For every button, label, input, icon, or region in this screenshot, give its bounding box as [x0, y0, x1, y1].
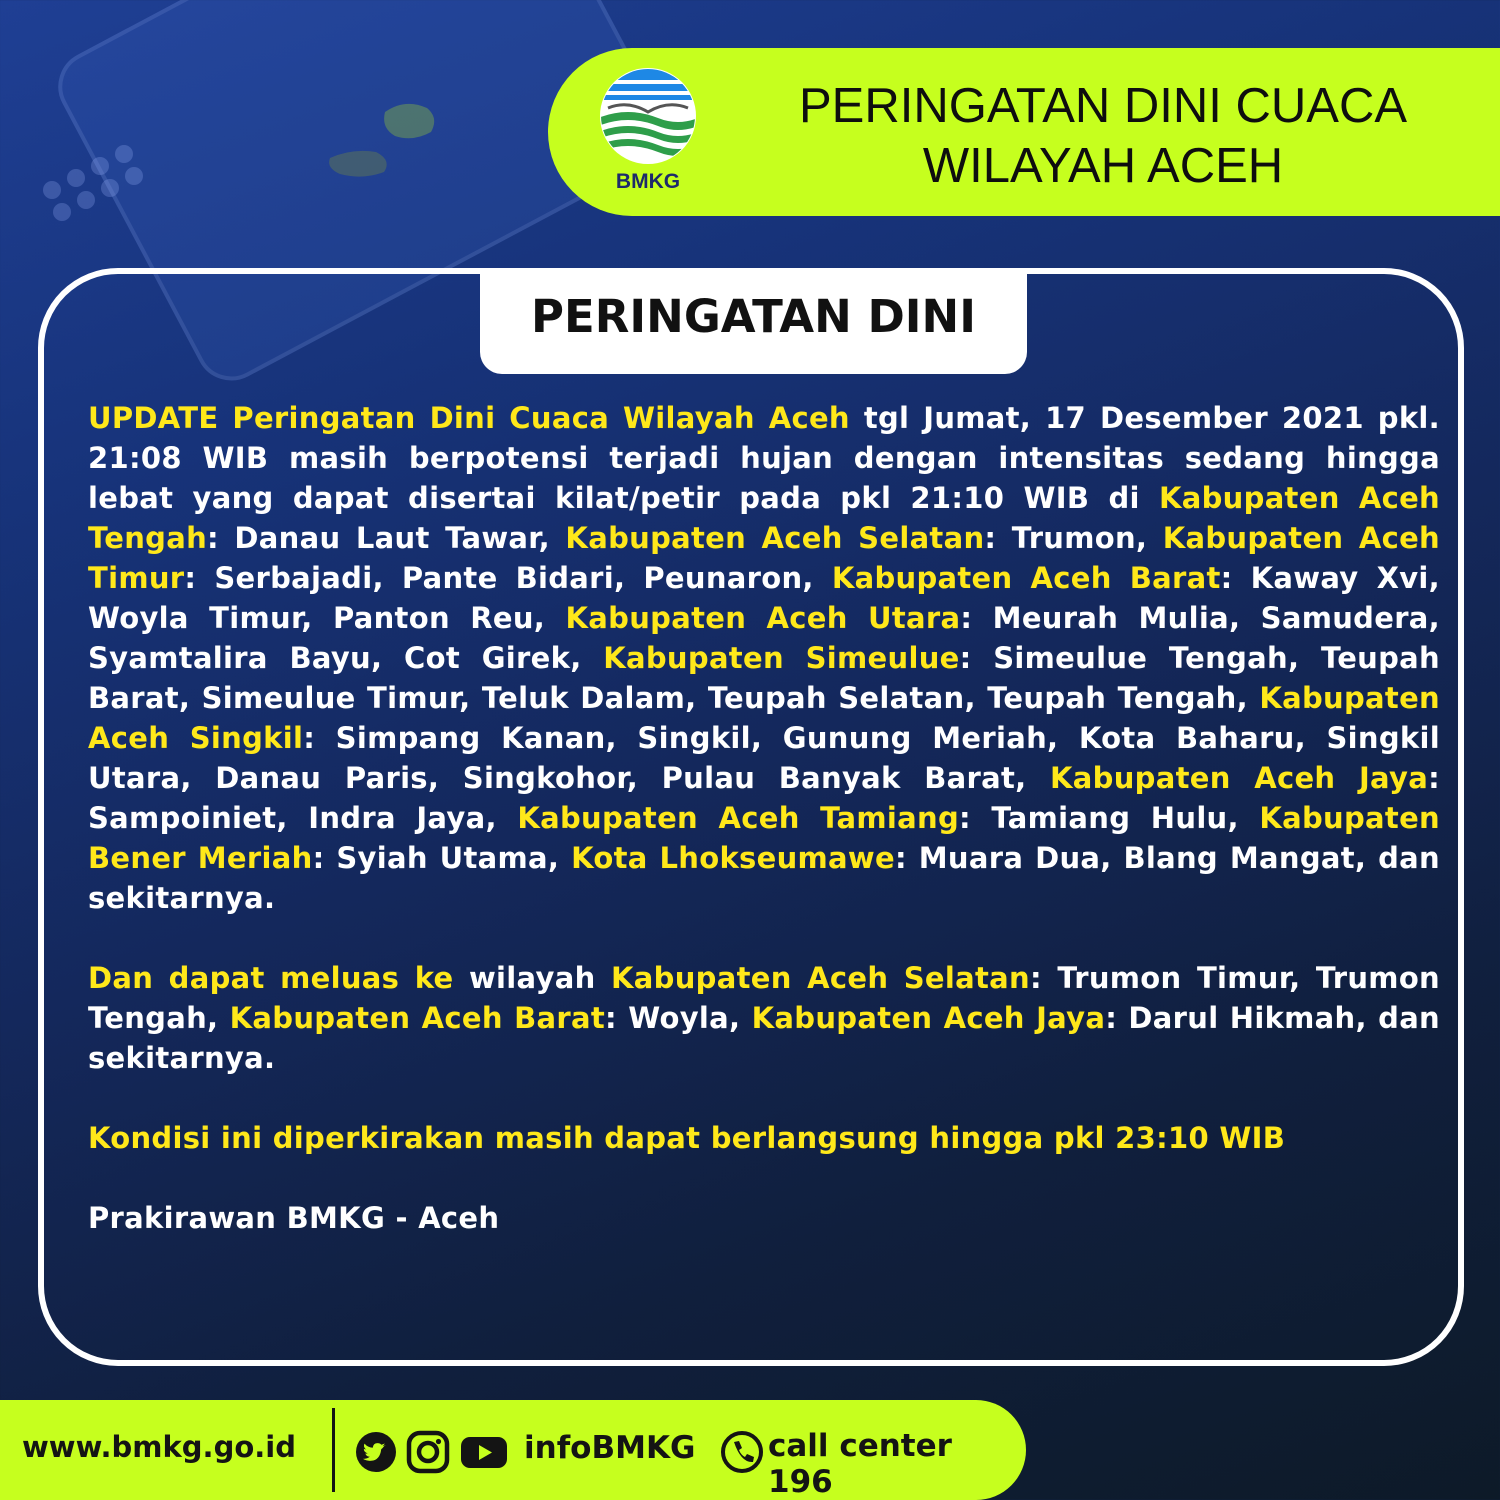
page-title-line1: PERINGATAN DINI CUACA [798, 79, 1408, 133]
social-handle[interactable]: infoBMKG [524, 1430, 696, 1466]
region-name: Kabupaten Aceh Jaya [1050, 761, 1429, 795]
region-name: Kabupaten Aceh Tamiang [517, 801, 960, 835]
footer-bar [0, 1400, 1026, 1500]
bulletin-text: : Simeulue Tengah, Teupah Barat, Simeulue Timur, Teluk Dalam, Teupah Selatan, Teupah Tengah, [88, 641, 1440, 715]
twitter-icon[interactable] [354, 1430, 398, 1474]
bulletin-text: : Simpang Kanan, Singkil, Gunung Meriah, Kota Baharu, Singkil Utara, Danau Paris, Singkohor, Pulau Banyak Barat, [88, 721, 1440, 795]
bulletin-text: : Meurah Mulia, Samudera, Syamtalira Bayu, Cot Girek, [88, 601, 1440, 675]
region-name: UPDATE Peringatan Dini Cuaca Wilayah Aceh [88, 401, 850, 435]
region-name: Kota Lhokseumawe [571, 841, 895, 875]
bulletin-text: : Syiah Utama, [312, 841, 572, 875]
region-name: Kabupaten Aceh Selatan [611, 961, 1030, 995]
youtube-icon[interactable] [460, 1430, 508, 1474]
phone-icon [720, 1430, 764, 1474]
website-link[interactable]: www.bmkg.go.id [22, 1430, 296, 1464]
region-name: Kabupaten Aceh Barat [229, 1001, 605, 1035]
bulletin-text: : Trumon Timur, Trumon Tengah, [88, 961, 1440, 1035]
region-name: Kabupaten Aceh Timur [88, 521, 1440, 595]
panel-tab-title: PERINGATAN DINI [480, 270, 1027, 374]
bulletin-paragraph-spread [88, 958, 1440, 1078]
region-name: Dan dapat meluas ke [88, 961, 454, 995]
bmkg-logo-icon [598, 66, 698, 170]
region-name: Kabupaten Aceh Utara [565, 601, 961, 635]
bulletin-text: : Kaway Xvi, Woyla Timur, Panton Reu, [88, 561, 1440, 635]
region-name: Kabupaten Aceh Jaya [751, 1001, 1106, 1035]
call-center[interactable]: call center 196 [768, 1428, 952, 1500]
bmkg-logo [598, 66, 698, 196]
region-name: Kabupaten Aceh Selatan [565, 521, 985, 555]
region-name: Kabupaten Aceh Singkil [88, 681, 1440, 755]
bulletin-text: : Woyla, [605, 1001, 752, 1035]
bulletin-text: : Muara Dua, Blang Mangat, dan sekitarnya. [88, 841, 1440, 915]
page-title [748, 76, 1458, 196]
bulletin-text: : Tamiang Hulu, [959, 801, 1260, 835]
bulletin-text: : Serbajadi, Pante Bidari, Peunaron, [184, 561, 832, 595]
region-name: Kabupaten Bener Meriah [88, 801, 1440, 875]
region-name: Kabupaten Aceh Tengah [88, 481, 1441, 555]
bulletin-text: tgl Jumat, 17 Desember 2021 pkl. 21:08 WIB masih berpotensi terjadi hujan dengan intensitas sedang hingga lebat yang dapat disertai kilat/petir pada pkl 21:10 WIB di [88, 401, 1440, 515]
region-name: Kabupaten Aceh Barat [831, 561, 1221, 595]
bulletin-paragraph-main [88, 398, 1440, 918]
bulletin-paragraph-duration: Kondisi ini diperkirakan masih dapat berlangsung hingga pkl 23:10 WIB [88, 1121, 1286, 1155]
bulletin-text: wilayah [453, 961, 611, 995]
bulletin-text: : Trumon, [984, 521, 1163, 555]
bulletin-signature: Prakirawan BMKG - Aceh [88, 1201, 500, 1235]
header-banner [548, 48, 1500, 216]
bulletin-text: : Danau Laut Tawar, [207, 521, 566, 555]
bmkg-logo-text: BMKG [615, 170, 681, 193]
page-title-line2: WILAYAH ACEH [922, 139, 1284, 193]
bulletin-content [88, 398, 1440, 1278]
instagram-icon[interactable] [406, 1430, 450, 1474]
region-name: Kabupaten Simeulue [603, 641, 960, 675]
bulletin-text: : Sampoiniet, Indra Jaya, [88, 761, 1440, 835]
footer-divider [332, 1408, 335, 1492]
bulletin-text: : Darul Hikmah, dan sekitarnya. [88, 1001, 1441, 1075]
